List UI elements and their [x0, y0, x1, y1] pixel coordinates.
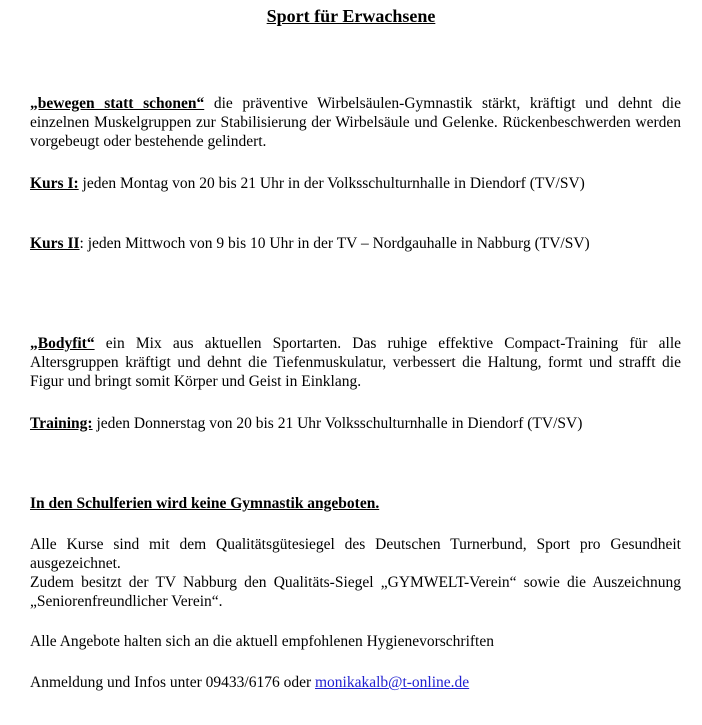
bewegen-text: die präventive Wirbelsäulen-Gymnastik stärkt, kräftigt und dehnt die einzelnen Muskelgruppen zur Stabilisierung der Wirbelsäule und Gelenke. Rückenbeschwerden werden vorgebeugt oder bestehende gelindert. — [30, 95, 681, 150]
bodyfit-text: ein Mix aus aktuellen Sportarten. Das ruhige effektive Compact-Training für alle Altersgruppen kräftigt und dehnt die Tiefenmuskulatur, verbessert die Haltung, formt und strafft die Figur und bringt somit Körper und Geist in Einklang. — [30, 335, 681, 390]
bewegen-paragraph — [30, 94, 681, 151]
schulferien-text: In den Schulferien wird keine Gymnastik angeboten. — [30, 495, 380, 512]
kurs-2-label: Kurs II — [30, 235, 80, 252]
kurs-2-line — [30, 234, 681, 253]
kurs-1-line — [30, 174, 681, 193]
kurse-siegel-line-2: Zudem besitzt der TV Nabburg den Qualitäts-Siegel „GYMWELT-Verein“ sowie die Auszeichnung „Seniorenfreundlicher Verein“. — [30, 574, 681, 610]
anmeldung-text: Anmeldung und Infos unter 09433/6176 oder — [30, 674, 315, 691]
training-label: Training: — [30, 415, 93, 432]
kurs-2-text: : jeden Mittwoch von 9 bis 10 Uhr in der TV – Nordgauhalle in Nabburg (TV/SV) — [79, 235, 590, 252]
hygiene-notice: Alle Angebote halten sich an die aktuell empfohlenen Hygienevorschriften — [30, 633, 494, 650]
kurs-1-label: Kurs I: — [30, 175, 79, 192]
bewegen-heading: „bewegen statt schonen“ — [30, 95, 205, 112]
anmeldung-line — [30, 673, 681, 692]
bodyfit-paragraph — [30, 334, 681, 391]
kurse-siegel-line-1: Alle Kurse sind mit dem Qualitätsgütesiegel des Deutschen Turnerbund, Sport pro Gesundheit ausgezeichnet. — [30, 536, 681, 572]
bodyfit-heading: „Bodyfit“ — [30, 335, 95, 352]
training-line — [30, 414, 681, 433]
training-text: jeden Donnerstag von 20 bis 21 Uhr Volksschulturnhalle in Diendorf (TV/SV) — [92, 415, 583, 432]
email-link[interactable]: monikakalb@t-online.de — [315, 674, 470, 691]
kurs-1-text: jeden Montag von 20 bis 21 Uhr in der Volksschulturnhalle in Diendorf (TV/SV) — [78, 175, 585, 192]
page-title: Sport für Erwachsene — [266, 6, 436, 26]
schulferien-notice — [30, 494, 681, 513]
